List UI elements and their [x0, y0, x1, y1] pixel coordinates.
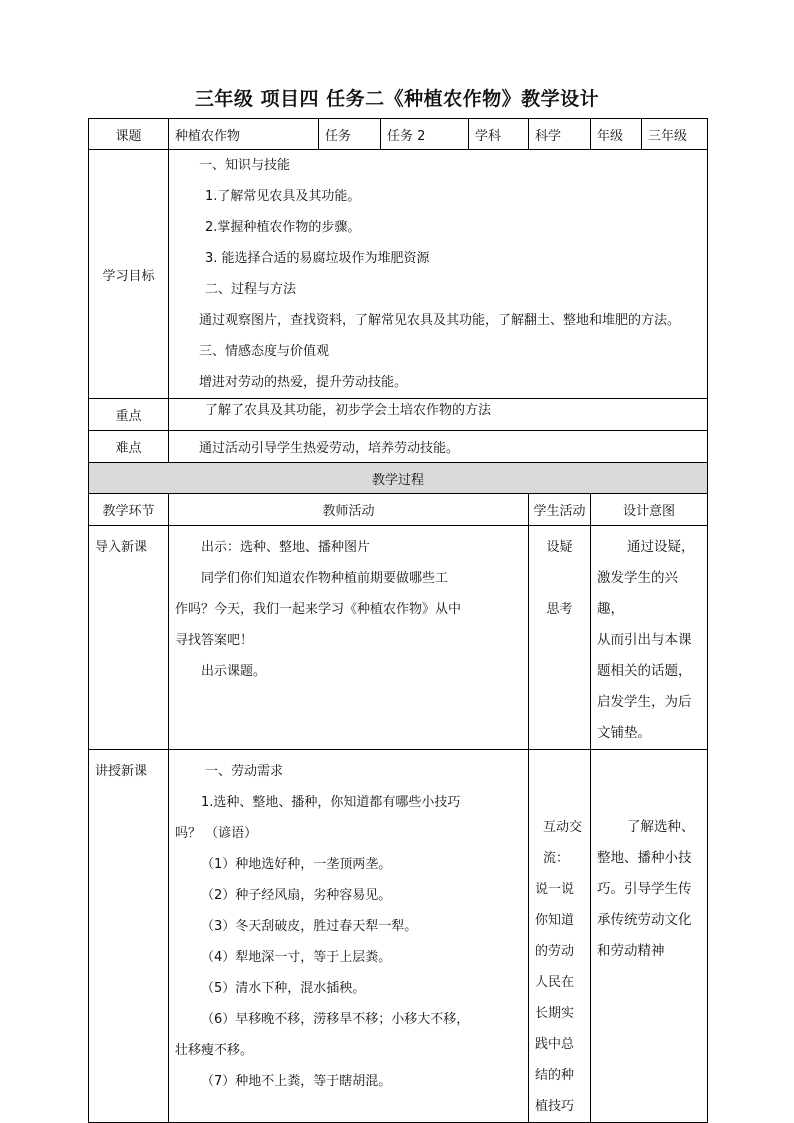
- lecture-teacher-line: （4）犁地深一寸，等于上层粪。: [201, 950, 392, 965]
- lecture-teacher: [169, 750, 529, 1123]
- lecture-student-line: 互动交流：: [543, 820, 583, 866]
- intro-teacher: [169, 526, 529, 750]
- difficulty-label: 难点: [89, 431, 169, 463]
- intro-teacher-line: 出示：选种、整地、播种图片: [201, 540, 371, 555]
- intro-teacher-line: 出示课题。: [201, 664, 267, 679]
- goal-line: 增进对劳动的热爱，提升劳动技能。: [199, 375, 408, 390]
- goal-line: 1.了解常见农具及其功能。: [205, 189, 361, 204]
- task-value: 任务 2: [381, 119, 469, 150]
- goal-line: 三、情感态度与价值观: [199, 344, 330, 359]
- topic-value: 种植农作物: [169, 119, 319, 150]
- lecture-intent-line: 巧。引导学生传: [597, 881, 692, 897]
- page-title: 三年级 项目四 任务二《种植农作物》教学设计: [194, 88, 600, 110]
- lesson-plan-table: [88, 118, 708, 1123]
- grade-label: 年级: [591, 119, 642, 150]
- goal-line: 一、知识与技能: [199, 158, 291, 173]
- col-student: 学生活动: [529, 494, 591, 526]
- lecture-student-line: 长期实践中总: [535, 1006, 575, 1052]
- subject-value: 科学: [529, 119, 591, 150]
- goals-row: [89, 150, 708, 399]
- lecture-intent-line: 和劳动精神: [597, 943, 665, 959]
- intro-teacher-line: 寻找答案吧！: [175, 633, 254, 648]
- lecture-teacher-line: 吗？ （谚语）: [175, 826, 258, 841]
- intro-intent-line: 激发学生的兴趣，: [597, 570, 678, 617]
- goal-line: 3. 能选择合适的易腐垃圾作为堆肥资源: [205, 251, 430, 266]
- lecture-intent: [591, 750, 708, 1123]
- intro-intent-line: 通过设疑，: [627, 539, 695, 555]
- task-label: 任务: [319, 119, 381, 150]
- lecture-student-line: 的劳动人民在: [535, 944, 575, 990]
- lecture-teacher-line: 1.选种、整地、播种，你知道都有哪些小技巧: [201, 795, 461, 810]
- goals-content: [169, 150, 708, 399]
- goals-label: 学习目标: [89, 150, 169, 399]
- col-teacher: 教师活动: [169, 494, 529, 526]
- lecture-teacher-line: （2）种子经风扇，劣种容易见。: [201, 888, 392, 903]
- grade-value: 三年级: [642, 119, 708, 150]
- lecture-teacher-line: 壮移瘦不移。: [175, 1043, 254, 1058]
- lecture-student-line: 结的种植技巧: [535, 1068, 575, 1114]
- process-header-row: [89, 463, 708, 494]
- lecture-stage: 讲授新课: [89, 750, 169, 1123]
- key-point-value: 了解了农具及其功能，初步学会土培农作物的方法: [169, 399, 708, 431]
- lecture-teacher-line: 一、劳动需求: [205, 764, 284, 779]
- lecture-teacher-line: （7）种地不上粪，等于瞎胡混。: [201, 1074, 392, 1089]
- col-intent: 设计意图: [591, 494, 708, 526]
- key-point-label: 重点: [89, 399, 169, 431]
- lecture-teacher-line: （5）清水下种，混水插秧。: [201, 981, 366, 996]
- key-point-row: [89, 399, 708, 431]
- intro-intent: [591, 526, 708, 750]
- header-row: [89, 119, 708, 150]
- column-header-row: [89, 494, 708, 526]
- intro-stage: 导入新课: [89, 526, 169, 750]
- intro-intent-line: 启发学生，为后: [597, 694, 692, 710]
- goal-line: 通过观察图片，查找资料，了解常见农具及其功能，了解翻土、整地和堆肥的方法。: [199, 313, 681, 328]
- subject-label: 学科: [469, 119, 529, 150]
- col-stage: 教学环节: [89, 494, 169, 526]
- lecture-teacher-line: （1）种地选好种，一垄顶两垄。: [201, 857, 392, 872]
- difficulty-value: 通过活动引导学生热爱劳动，培养劳动技能。: [169, 431, 708, 463]
- lecture-teacher-line: （3）冬天刮破皮，胜过春天犁一犁。: [201, 919, 418, 934]
- intro-teacher-line: 作吗？今天，我们一起来学习《种植农作物》从中: [175, 602, 462, 617]
- lecture-intent-line: 承传统劳动文化: [597, 912, 692, 928]
- difficulty-row: [89, 431, 708, 463]
- process-header: 教学过程: [89, 463, 708, 494]
- topic-label: 课题: [89, 119, 169, 150]
- intro-student-line: 思考: [546, 602, 573, 617]
- lecture-row: [89, 750, 708, 1123]
- lecture-teacher-line: （6）早移晚不移，涝移旱不移；小移大不移，: [201, 1012, 470, 1027]
- lecture-intent-line: 整地、播种小技: [597, 850, 692, 866]
- intro-row: [89, 526, 708, 750]
- intro-intent-line: 从而引出与本课: [597, 632, 692, 648]
- lecture-student: [529, 750, 591, 1123]
- goal-line: 二、过程与方法: [205, 282, 297, 297]
- intro-intent-line: 题相关的话题，: [597, 663, 692, 679]
- intro-teacher-line: 同学们你们知道农作物种植前期要做哪些工: [201, 571, 449, 586]
- intro-student-line: 设疑: [546, 540, 573, 555]
- lecture-intent-line: 了解选种、: [627, 819, 695, 835]
- intro-intent-line: 文铺垫。: [597, 725, 651, 741]
- goal-line: 2.掌握种植农作物的步骤。: [205, 220, 361, 235]
- lecture-student-line: 说一说你知道: [535, 882, 575, 928]
- intro-student: [529, 526, 591, 750]
